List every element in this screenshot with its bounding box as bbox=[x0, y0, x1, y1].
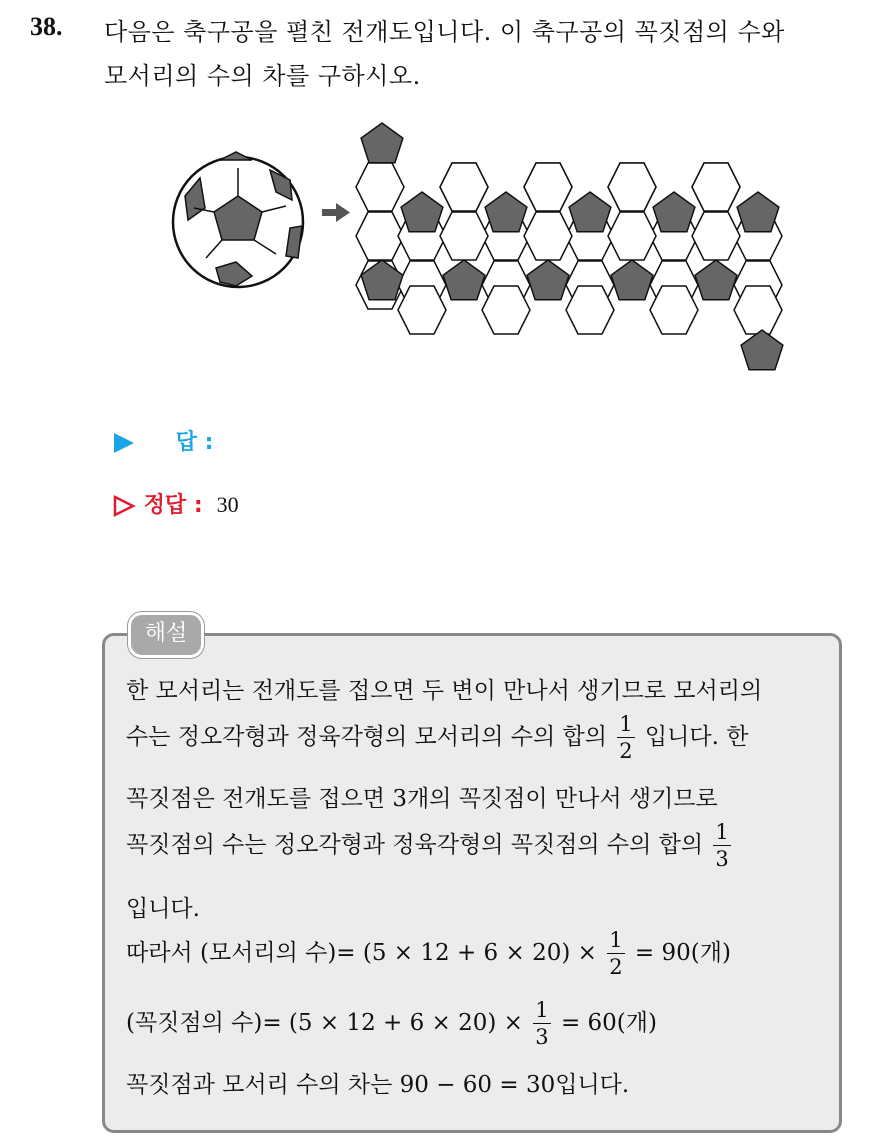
fraction-one-half: $\frac{1}{2}$ bbox=[619, 712, 633, 763]
solution-line-3: 꼭짓점은 전개도를 접으면 3개의 꼭짓점이 만나서 생기므로 bbox=[126, 786, 718, 812]
hexagon-face bbox=[356, 212, 404, 260]
solution-line-4: 꼭짓점의 수는 정오각형과 정육각형의 꼭짓점의 수의 합의 $\frac{1}{3}$ bbox=[126, 820, 729, 871]
pentagon-face bbox=[361, 123, 403, 163]
hexagon-face bbox=[524, 212, 572, 260]
hexagon-face bbox=[692, 163, 740, 211]
fraction-one-half-2: $\frac{1}{2}$ bbox=[609, 928, 623, 979]
solution-line-7: (꼭짓점의 수)= (5 × 12 + 6 × 20) × $\frac{1}{3}$ = 60(개) bbox=[126, 998, 657, 1049]
solution-line-2: 수는 정오각형과 정육각형의 모서리의 수의 합의 $\frac{1}{2}$ 입니다. 한 bbox=[126, 712, 749, 763]
pentagon-face bbox=[443, 260, 485, 300]
hexagon-face bbox=[524, 163, 572, 211]
pentagon-face bbox=[527, 260, 569, 300]
answer-triangle-icon bbox=[112, 431, 136, 455]
hexagon-face bbox=[608, 212, 656, 260]
solution-line-5: 입니다. bbox=[126, 896, 200, 922]
answer-row bbox=[112, 425, 213, 456]
soccer-ball-net-figure bbox=[0, 0, 884, 400]
correct-value: 30 bbox=[216, 492, 239, 517]
soccer-ball-net bbox=[356, 123, 783, 370]
pentagon-face bbox=[485, 192, 527, 232]
hexagon-face bbox=[440, 163, 488, 211]
question-text-line-1: 다음은 축구공을 펼친 전개도입니다. 이 축구공의 꼭짓점의 수와 bbox=[104, 18, 785, 46]
solution-line-6: 따라서 (모서리의 수)= (5 × 12 + 6 × 20) × $\frac{1}{2}$ = 90(개) bbox=[126, 928, 731, 979]
pentagon-face bbox=[653, 192, 695, 232]
hexagon-face bbox=[692, 212, 740, 260]
pentagon-face bbox=[401, 192, 443, 232]
solution-line-1: 한 모서리는 전개도를 접으면 두 변이 만나서 생기므로 모서리의 bbox=[126, 678, 763, 704]
question-text-line-2: 모서리의 수의 차를 구하시오. bbox=[104, 62, 421, 90]
correct-answer-row bbox=[112, 488, 239, 519]
pentagon-face bbox=[569, 192, 611, 232]
fraction-one-third-2: $\frac{1}{3}$ bbox=[535, 998, 549, 1049]
correct-label: 정답 : bbox=[143, 493, 203, 518]
pentagon-face bbox=[741, 330, 783, 370]
hexagon-face bbox=[608, 163, 656, 211]
hexagon-face bbox=[440, 212, 488, 260]
pentagon-face bbox=[737, 192, 779, 232]
solution-box bbox=[102, 633, 842, 1133]
soccer-ball-image bbox=[173, 152, 303, 287]
fraction-one-third: $\frac{1}{3}$ bbox=[715, 820, 729, 871]
pentagon-face bbox=[695, 260, 737, 300]
question-number: 38. bbox=[30, 12, 63, 41]
correct-triangle-icon bbox=[112, 494, 136, 518]
hexagon-face bbox=[356, 163, 404, 211]
arrow-right-icon bbox=[322, 203, 350, 222]
pentagon-face bbox=[611, 260, 653, 300]
solution-line-8: 꼭짓점과 모서리 수의 차는 90 − 60 = 30입니다. bbox=[126, 1072, 630, 1098]
solution-tab: 해설 bbox=[128, 612, 204, 658]
answer-label: 답 : bbox=[175, 430, 214, 455]
